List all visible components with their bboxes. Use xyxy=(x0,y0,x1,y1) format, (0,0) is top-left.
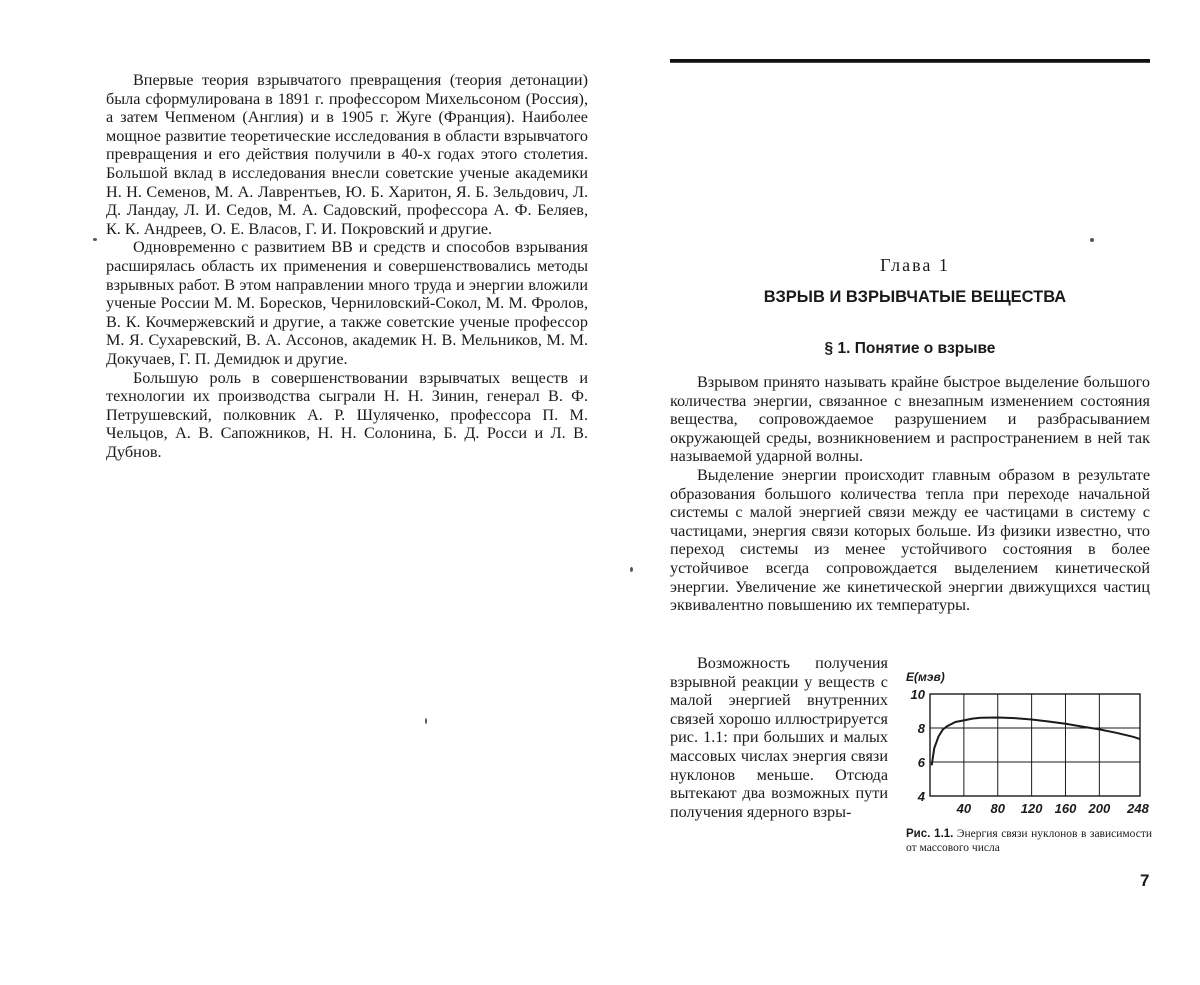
paragraph-blasting-methods: Одновременно с развитием ВВ и средств и способов взрывания расширялась область их применения и совершенствовались методы взрывных работ. В этом направлении много труда и энергии вложили ученые России М. М. Боресков, Черниловский-Сокол, М. М. Фролов, В. К. Кочмержевский и другие, а также советские ученые профессор М. Я. Сухаревский, В. А. Ассонов, академик Н. В. Мельников, М. М. Докучаев, Г. П. Демидюк и другие. xyxy=(106,238,588,368)
figure-caption-text: Энергия связи нуклонов в зависимости от массового числа xyxy=(906,828,1152,854)
y-axis-label: E(мэв) xyxy=(906,670,945,684)
figure-caption xyxy=(906,827,1152,855)
y-tick-label: 6 xyxy=(917,755,925,770)
scan-speck xyxy=(93,238,97,241)
scan-speck xyxy=(425,718,427,724)
y-tick-label: 4 xyxy=(917,789,925,804)
x-tick-label: 248 xyxy=(1127,801,1149,816)
x-tick-label: 120 xyxy=(1020,801,1043,816)
y-tick-label: 10 xyxy=(910,687,925,702)
left-page-text xyxy=(106,71,588,461)
chapter-label: Глава 1 xyxy=(880,255,950,275)
y-tick-label: 8 xyxy=(917,721,925,736)
figure-caption-number: Рис. 1.1. xyxy=(906,828,954,840)
paragraph-history-theory: Впервые теория взрывчатого превращения (теория детонации) была сформулирована в 1891 г. профессором Михельсоном (Россия), а затем Чепменом (Англия) и в 1905 г. Жуге (Франция). Наиболее мощное развитие теоретические исследования в области взрывчатого превращения и его действия получили в 40-х годах этого столетия. Большой вклад в исследования внесли советские ученые академики Н. Н. Семенов, М. А. Лаврентьев, Ю. Б. Харитон, Я. Б. Зельдович, Л. Д. Ландау, Л. И. Седов, М. А. Садовский, профессора А. Ф. Беляев, К. К. Андреев, О. Е. Власов, Г. И. Покровский и другие. xyxy=(106,71,588,238)
header-rule xyxy=(670,59,1150,63)
page-number: 7 xyxy=(1140,871,1150,890)
paragraph-nuclear-explosion: Возможность получения взрывной реакции у веществ с малой энергией внутренних связей хорошо иллюстрируется рис. 1.1: при больших и малых массовых числах энергия связи нуклонов меньше. Отсюда вытекают два возможных пути получения ядерного взры- xyxy=(670,654,888,821)
right-page-text xyxy=(670,373,1150,615)
binding-energy-curve xyxy=(932,718,1140,766)
figure-wrap-text xyxy=(670,654,888,821)
scan-speck xyxy=(1090,238,1094,242)
paragraph-energy-release: Выделение энергии происходит главным образом в результате образования большого количества тепла при переходе начальной системы с малой энергией связи между ее частицами в систему с частицами, энергия связи которых больше. Из физики известно, что переход системы из менее устойчивого состояния в более устойчивое всегда сопровождается выделением кинетической энергии. Увеличение же кинетической энергии движущихся частиц эквивалентно повышению их температуры. xyxy=(670,465,1150,615)
plot-frame xyxy=(930,694,1140,796)
section-title: § 1. Понятие о взрыве xyxy=(824,340,996,357)
paragraph-explosion-definition: Взрывом принято называть крайне быстрое выделение большого количества энергии, связанное с внезапным изменением состояния вещества, сопровождаемое разрушением и разбрасыванием окружающей среды, возникновением и распространением в ней так называемой ударной волны. xyxy=(670,373,1150,466)
x-tick-label: 200 xyxy=(1088,801,1111,816)
binding-energy-chart xyxy=(906,666,1154,826)
x-tick-label: 80 xyxy=(990,801,1005,816)
chapter-title: ВЗРЫВ И ВЗРЫВЧАТЫЕ ВЕЩЕСТВА xyxy=(763,288,1067,306)
x-tick-label: 160 xyxy=(1054,801,1077,816)
scan-speck xyxy=(630,567,633,572)
right-page xyxy=(630,0,1200,985)
x-tick-label: 40 xyxy=(956,801,972,816)
paragraph-explosive-production: Большую роль в совершенствовании взрывчатых веществ и технологии их производства сыграли Н. Н. Зинин, генерал В. Ф. Петрушевский, полковник А. Р. Шуляченко, профессора П. М. Чельцов, А. В. Сапожников, Н. Н. Солонина, Б. Д. Росси и Л. В. Дубнов. xyxy=(106,368,588,461)
